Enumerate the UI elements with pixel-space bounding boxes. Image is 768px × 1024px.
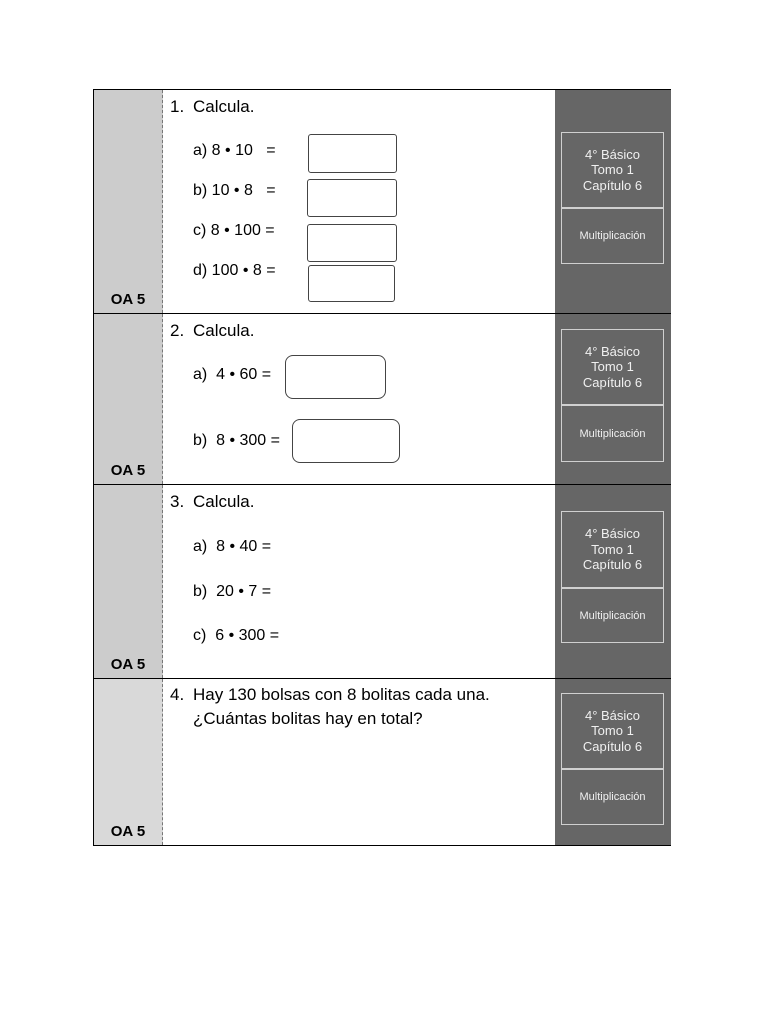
question-content: [162, 485, 555, 678]
volume-label: Tomo 1: [591, 162, 634, 178]
answer-box[interactable]: [292, 419, 400, 463]
oa-label: OA 5: [110, 462, 146, 479]
answer-box[interactable]: [307, 224, 397, 262]
answer-box[interactable]: [308, 265, 395, 302]
question-text: Hay 130 bolsas con 8 bolitas cada una.: [193, 685, 490, 704]
question-row-1: [94, 90, 670, 314]
oa-column: [94, 314, 163, 484]
question-number: 1.: [170, 97, 185, 116]
question-number: 2.: [170, 321, 185, 340]
question-row-2: [94, 314, 670, 485]
topic-label: Multiplicación: [579, 609, 646, 622]
info-column: [555, 90, 671, 313]
oa-label: OA 5: [110, 823, 146, 840]
topic-label: Multiplicación: [579, 791, 646, 803]
question-title: [170, 97, 254, 117]
topic-box: [561, 405, 664, 462]
question-number: 4.: [170, 685, 185, 704]
oa-label: OA 5: [110, 291, 146, 308]
question-number: 3.: [170, 492, 185, 511]
chapter-label: Capítulo 6: [582, 177, 643, 193]
exercise-item: d) 100 • 8 =: [193, 262, 276, 279]
oa-column: [94, 90, 163, 313]
question-title: [170, 321, 254, 341]
topic-box: [561, 588, 664, 643]
chapter-label: Capítulo 6: [582, 557, 643, 573]
chapter-label: Capítulo 6: [582, 738, 643, 754]
exercise-item: a) 8 • 10 =: [193, 142, 276, 159]
grade-label: 4° Básico: [584, 343, 641, 359]
course-info-box: [561, 693, 664, 769]
question-text-line-2: ¿Cuántas bolitas hay en total?: [193, 709, 423, 728]
grade-label: 4° Básico: [584, 526, 641, 542]
topic-label: Multiplicación: [579, 230, 646, 242]
topic-box: [561, 208, 664, 264]
exercise-item: b) 8 • 300 =: [193, 432, 280, 449]
info-column: [555, 314, 671, 484]
oa-label: OA 5: [110, 656, 146, 673]
exercise-item: a) 8 • 40 =: [193, 538, 272, 555]
exercise-item: a) 4 • 60 =: [193, 366, 272, 383]
course-info-box: [561, 329, 664, 405]
question-content: [162, 314, 555, 484]
answer-box[interactable]: [285, 355, 386, 399]
grade-label: 4° Básico: [584, 707, 641, 723]
question-title: [170, 685, 490, 705]
question-text: Calcula.: [193, 321, 255, 340]
topic-label: Multiplicación: [579, 427, 646, 440]
exercise-item: c) 6 • 300 =: [193, 627, 280, 644]
course-info-box: [561, 511, 664, 588]
question-title: [170, 492, 254, 512]
volume-label: Tomo 1: [591, 541, 634, 557]
answer-box[interactable]: [307, 179, 397, 217]
exercise-item: b) 10 • 8 =: [193, 182, 276, 199]
info-column: [555, 679, 671, 845]
topic-box: [561, 769, 664, 825]
exercise-item: b) 20 • 7 =: [193, 583, 272, 600]
question-content: [162, 90, 555, 313]
course-info-box: [561, 132, 664, 208]
exercise-item: c) 8 • 100 =: [193, 222, 275, 239]
chapter-label: Capítulo 6: [582, 374, 643, 390]
oa-column: [94, 485, 163, 678]
volume-label: Tomo 1: [591, 723, 634, 739]
grade-label: 4° Básico: [584, 146, 641, 162]
volume-label: Tomo 1: [591, 359, 634, 375]
oa-column: [94, 679, 163, 845]
question-text: Calcula.: [193, 492, 255, 511]
question-text: Calcula.: [193, 97, 255, 116]
worksheet-table: [93, 89, 671, 846]
question-row-4: [94, 679, 670, 845]
info-column: [555, 485, 671, 678]
question-content: [162, 679, 555, 845]
question-row-3: [94, 485, 670, 679]
answer-box[interactable]: [308, 134, 397, 173]
